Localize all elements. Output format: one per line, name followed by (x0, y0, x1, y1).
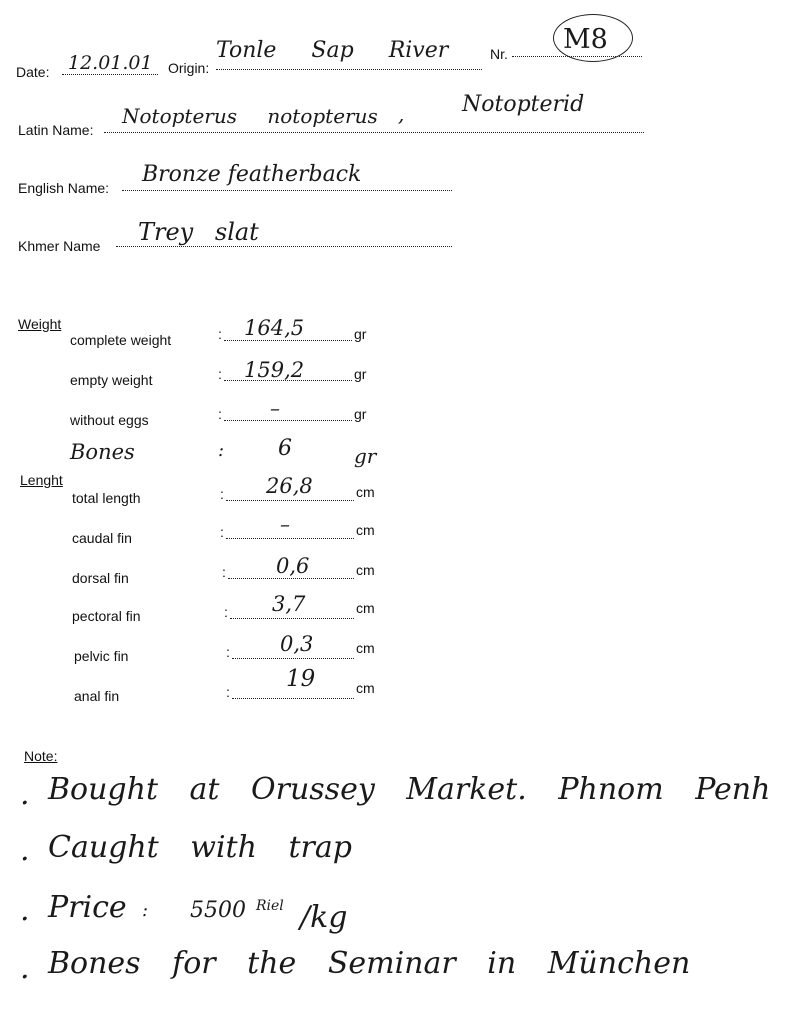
pectoral-fin-label: pectoral fin (72, 608, 141, 624)
caudal-fin-unit: cm (356, 522, 375, 538)
without-eggs-label: without eggs (70, 412, 149, 428)
price-currency: Riel (256, 898, 284, 914)
note-bullet: . (20, 833, 30, 868)
pectoral-fin-value: 3,7 (272, 592, 306, 616)
caudal-fin-value: – (280, 512, 290, 536)
price-colon: : (142, 900, 149, 921)
length-heading: Lenght (20, 472, 63, 488)
date-value: 12.01.01 (68, 52, 153, 74)
specimen-number: M8 (563, 24, 608, 55)
total-length-unit: cm (356, 484, 375, 500)
latin-dotted-line (104, 118, 644, 133)
note-bullet: . (20, 893, 30, 928)
dorsal-fin-label: dorsal fin (72, 570, 129, 586)
note-bullet: . (20, 951, 30, 986)
latin-name-value: Notopterus notopterus (122, 104, 378, 128)
total-length-label: total length (72, 490, 141, 506)
dorsal-fin-colon: : (222, 564, 226, 580)
total-length-value: 26,8 (266, 474, 313, 498)
complete-weight-label: complete weight (70, 332, 172, 348)
english-name-label: English Name: (18, 180, 110, 196)
bones-value: 6 (278, 436, 292, 461)
bones-label: Bones (70, 440, 135, 464)
without-eggs-value: – (270, 396, 280, 420)
price-value: 5500 (190, 898, 246, 923)
pectoral-fin-colon: : (224, 604, 228, 620)
total-length-colon: : (220, 486, 224, 502)
family-name-value: Notopterid (462, 92, 585, 117)
khmer-name-label: Khmer Name (18, 238, 101, 254)
complete-weight-colon: : (218, 326, 222, 342)
date-dotted-line (62, 60, 158, 75)
pectoral-fin-unit: cm (356, 600, 375, 616)
origin-label: Origin: (168, 60, 210, 76)
without-eggs-colon: : (218, 406, 222, 422)
complete-weight-value: 164,5 (244, 316, 305, 340)
without-eggs-dots (224, 406, 352, 421)
anal-fin-unit: cm (356, 680, 375, 696)
date-label: Date: (16, 64, 50, 80)
note-bullet: . (20, 777, 30, 812)
empty-weight-label: empty weight (70, 372, 153, 388)
pelvic-fin-value: 0,3 (280, 632, 314, 656)
empty-weight-unit: gr (354, 366, 367, 382)
latin-name-separator: , (398, 102, 405, 126)
caudal-fin-dots (226, 524, 354, 539)
dorsal-fin-value: 0,6 (276, 554, 310, 578)
pelvic-fin-colon: : (226, 644, 230, 660)
pelvic-fin-label: pelvic fin (74, 648, 129, 664)
nr-label: Nr. (490, 46, 508, 62)
caudal-fin-label: caudal fin (72, 530, 132, 546)
khmer-dotted-line (116, 232, 452, 247)
anal-fin-value: 19 (286, 666, 316, 692)
latin-name-label: Latin Name: (18, 122, 94, 138)
empty-weight-colon: : (218, 366, 222, 382)
origin-value: Tonle Sap River (216, 38, 449, 63)
note-item: Caught with trap (48, 830, 352, 865)
without-eggs-unit: gr (354, 406, 367, 422)
dorsal-fin-unit: cm (356, 562, 375, 578)
price-label: Price (48, 890, 127, 925)
weight-heading: Weight (18, 316, 62, 332)
note-item: Bones for the Seminar in München (48, 946, 691, 981)
note-heading: Note: (24, 748, 58, 764)
price-unit: /kg (300, 900, 348, 935)
note-item: Bought at Orussey Market. Phnom Penh (48, 772, 771, 807)
anal-fin-label: anal fin (74, 688, 120, 704)
caudal-fin-colon: : (220, 524, 224, 540)
english-dotted-line (122, 176, 452, 191)
bones-unit: gr (354, 444, 377, 468)
english-name-value: Bronze featherback (142, 162, 362, 187)
pelvic-fin-unit: cm (356, 640, 375, 656)
complete-weight-unit: gr (354, 326, 367, 342)
bones-colon: : (218, 440, 225, 461)
empty-weight-value: 159,2 (244, 358, 305, 382)
anal-fin-colon: : (226, 684, 230, 700)
origin-dotted-line (216, 55, 482, 70)
khmer-name-value: Trey slat (138, 218, 259, 246)
